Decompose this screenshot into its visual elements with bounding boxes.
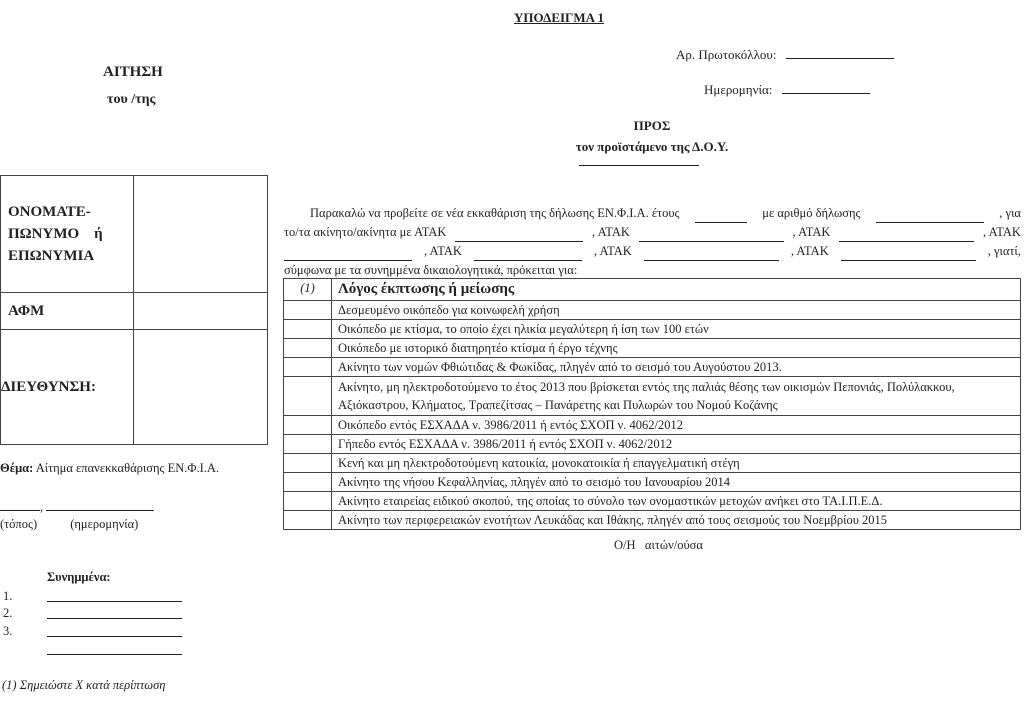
paragraph-line (284, 223, 1021, 242)
paragraph-text: σύμφωνα με τα συνημμένα δικαιολογητικά, πρόκειται για: (284, 263, 578, 277)
attachment-field[interactable] (47, 636, 182, 637)
reason-text: Δεσμευμένο οικόπεδο για κοινωφελή χρήση (332, 301, 1021, 320)
paragraph-text: Παρακαλώ να προβείτε σε νέα εκκαθάριση της δήλωσης ΕΝ.Φ.Ι.Α. έτους (310, 206, 680, 220)
reason-text: Ακίνητο των νομών Φθιώτιδας & Φωκίδας, πληγέν από το σεισμό του Αυγούστου 2013. (332, 358, 1021, 377)
name-value-field[interactable] (134, 176, 268, 293)
place-date-fields: , (0, 500, 154, 515)
reason-text: Κενή και μη ηλεκτροδοτούμενη κατοικία, μονοκατοικία ή επαγγελματική στέγη (332, 454, 1021, 473)
atak-field[interactable] (455, 223, 583, 242)
paragraph-text: με αριθμό δήλωσης (762, 206, 861, 220)
reason-column-header: Λόγος έκπτωσης ή μείωσης (332, 279, 1021, 301)
reason-row (284, 492, 1021, 511)
reasons-header-row (284, 279, 1021, 301)
subject-line (0, 461, 219, 476)
paragraph-line (284, 242, 1021, 261)
reason-text: Ακίνητο, μη ηλεκτροδοτούμενο το έτος 2013 που βρίσκεται εντός της παλιάς θέσης των οικισμών Πεπονιάς, Πολύλακκου, Αξιόκαστρου, Κλήματος, Τραπεζίτσας – Πανάρετης και Πυλωρών του Νομού Κοζάνης (332, 377, 1021, 416)
atak-label: , ΑΤΑΚ (790, 244, 829, 258)
protocol-number-field[interactable] (786, 58, 894, 59)
applicant-signature-label: Ο/Η αιτών/ούσα (614, 538, 703, 552)
address-label: ΔΙΕΥΘΥΝΣΗ: (1, 330, 134, 445)
date-field[interactable] (782, 93, 870, 94)
reason-checkbox-cell[interactable] (284, 301, 332, 320)
atak-field[interactable] (639, 223, 784, 242)
reason-text: Οικόπεδο εντός ΕΣΧΑΔΑ ν. 3986/2011 ή εντός ΣΧΟΠ ν. 4062/2012 (332, 416, 1021, 435)
to-recipient: τον προϊστάμενο της Δ.Ο.Υ. (575, 139, 729, 154)
application-subtitle: του /της (107, 92, 156, 107)
reason-text: Ακίνητο εταιρείας ειδικού σκοπού, της οποίας το σύνολο των ονομαστικών μετοχών ανήκει στο ΤΑ.Ι.Π.Ε.Δ. (332, 492, 1021, 511)
reason-row (284, 454, 1021, 473)
attachment-number: 3. (3, 624, 13, 638)
atak-field[interactable] (474, 242, 582, 261)
reason-checkbox-cell[interactable] (284, 435, 332, 454)
atak-field[interactable] (644, 242, 779, 261)
protocol-number-row (676, 47, 894, 63)
atak-label: , ΑΤΑΚ (593, 244, 632, 258)
paragraph-text: , για (999, 206, 1021, 220)
reason-checkbox-cell[interactable] (284, 416, 332, 435)
subject-text: Αίτημα επανεκκαθάρισης ΕΝ.Φ.Ι.Α. (35, 461, 220, 475)
afm-value-field[interactable] (134, 293, 268, 330)
reason-row (284, 511, 1021, 530)
applicant-info-table (0, 175, 268, 445)
date-row (704, 82, 870, 98)
reason-text: Γήπεδο εντός ΕΣΧΑΔΑ ν. 3986/2011 ή εντός ΣΧΟΠ ν. 4062/2012 (332, 435, 1021, 454)
place-label: (τόπος) (0, 517, 38, 531)
attachment-field[interactable] (47, 601, 182, 602)
to-label: ΠΡΟΣ (633, 118, 671, 133)
mark-column-header: (1) (284, 279, 332, 301)
attachments-title: Συνημμένα: (47, 570, 111, 584)
reason-checkbox-cell[interactable] (284, 492, 332, 511)
recipient-heading (0, 118, 1034, 155)
reason-row (284, 301, 1021, 320)
attachment-field[interactable] (47, 618, 182, 619)
reasons-table (283, 278, 1021, 530)
reason-row (284, 435, 1021, 454)
atak-label: , ΑΤΑΚ (792, 225, 831, 239)
reason-row (284, 377, 1021, 416)
atak-field[interactable] (284, 242, 412, 261)
tax-office-field[interactable] (579, 165, 699, 166)
attachment-number: 1. (3, 589, 13, 603)
afm-label: ΑΦΜ (1, 293, 134, 330)
atak-field[interactable] (839, 223, 974, 242)
reason-checkbox-cell[interactable] (284, 511, 332, 530)
protocol-number-label: Αρ. Πρωτοκόλλου: (676, 47, 777, 62)
reason-row (284, 473, 1021, 492)
application-title: ΑΙΤΗΣΗ (103, 64, 163, 80)
place-field[interactable] (0, 510, 40, 511)
address-value-field[interactable] (134, 330, 268, 445)
reason-checkbox-cell[interactable] (284, 358, 332, 377)
request-paragraph (284, 204, 1021, 280)
reason-row (284, 358, 1021, 377)
reason-checkbox-cell[interactable] (284, 377, 332, 416)
declaration-number-field[interactable] (876, 204, 984, 223)
tax-year-field[interactable] (695, 204, 747, 223)
place-date-labels (0, 517, 138, 532)
reason-text: Ακίνητο της νήσου Κεφαλληνίας, πληγέν από το σεισμό του Ιανουαρίου 2014 (332, 473, 1021, 492)
atak-label: , ΑΤΑΚ (983, 225, 1021, 239)
address-row (1, 330, 268, 445)
reason-checkbox-cell[interactable] (284, 339, 332, 358)
model-title: ΥΠΟΔΕΙΓΜΑ 1 (514, 10, 605, 25)
reason-checkbox-cell[interactable] (284, 454, 332, 473)
paragraph-line (284, 204, 1021, 223)
signing-date-label: (ημερομηνία) (70, 517, 139, 531)
subject-label: Θέμα: (0, 461, 34, 475)
reason-checkbox-cell[interactable] (284, 320, 332, 339)
signing-date-field[interactable] (46, 510, 154, 511)
afm-row (1, 293, 268, 330)
reason-row (284, 339, 1021, 358)
attachment-field[interactable] (47, 654, 182, 655)
paragraph-text: , γιατί, (987, 244, 1021, 258)
paragraph-text: το/τα ακίνητο/ακίνητα με ΑΤΑΚ (284, 225, 447, 239)
reason-row (284, 416, 1021, 435)
date-label: Ημερομηνία: (704, 82, 773, 97)
name-label: ΟΝΟΜΑΤΕ- ΠΩΝΥΜΟ ή ΕΠΩΝΥΜΙΑ (1, 176, 134, 293)
reason-row (284, 320, 1021, 339)
attachment-number: 2. (3, 606, 13, 620)
reason-checkbox-cell[interactable] (284, 473, 332, 492)
atak-field[interactable] (841, 242, 976, 261)
footnote: (1) Σημειώστε Χ κατά περίπτωση (2, 678, 166, 692)
name-row (1, 176, 268, 293)
atak-label: , ΑΤΑΚ (592, 225, 630, 239)
reason-text: Οικόπεδο με ιστορικό διατηρητέο κτίσμα ή έργο τέχνης (332, 339, 1021, 358)
atak-label: , ΑΤΑΚ (424, 244, 462, 258)
reason-text: Ακίνητο των περιφερειακών ενοτήτων Λευκάδας και Ιθάκης, πληγέν από τους σεισμούς του Νοεμβρίου 2015 (332, 511, 1021, 530)
reason-text: Οικόπεδο με κτίσμα, το οποίο έχει ηλικία μεγαλύτερη ή ίση των 100 ετών (332, 320, 1021, 339)
